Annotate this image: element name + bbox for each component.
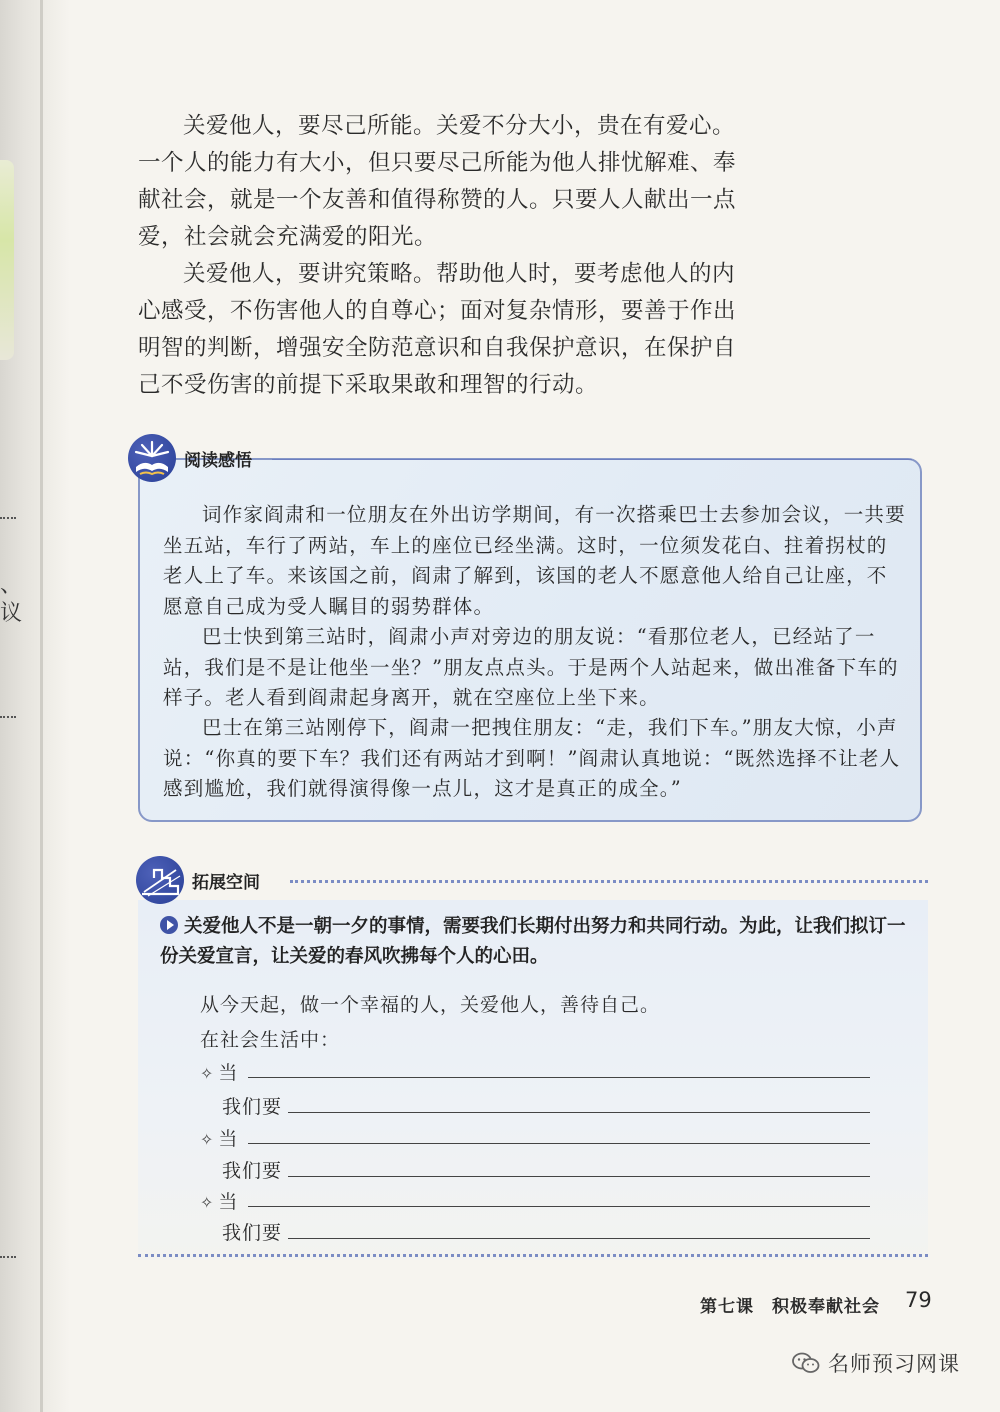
declaration-intro: 从今天起，做一个幸福的人，关爱他人，善待自己。 [200,994,661,1016]
reading-header-rule [272,459,912,460]
reading-section-title: 阅读感悟 [184,450,252,471]
when-row [200,1124,238,1151]
diamond-bullet-icon: ✧ [200,1130,215,1149]
we-blank-line[interactable] [288,1238,870,1239]
we-label: 我们要 [222,1096,283,1118]
declaration-context: 在社会生活中： [200,1029,341,1051]
when-row [200,1058,238,1085]
reading-paragraph: 巴士在第三站刚停下，阎肃一把拽住朋友：“走，我们下车。”朋友大惊，小声说：“你真的要下车？我们还有两站才到啊！”阎肃认真地说：“既然选择不让老人感到尴尬，我们就得演得像一点儿，这才是真正的成全。” [163,716,901,800]
extend-section-title: 拓展空间 [192,872,260,893]
when-row [200,1187,238,1214]
lesson-footer: 第七课 积极奉献社会 [700,1297,880,1317]
reading-paragraph: 词作家阎肃和一位朋友在外出访学期间，有一次搭乘巴士去参加会议，一共要坐五站，车行了两站，车上的座位已经坐满。这时，一位须发花白、拄着拐杖的老人上了车。来该国之前，阎肃了解到，该国的老人不愿意他人给自己让座，不愿意自己成为受人瞩目的弱势群体。 [163,503,906,618]
we-label: 我们要 [222,1222,283,1244]
page-number: 79 [905,1288,932,1312]
extend-header-rule [290,880,928,883]
stairs-icon [136,856,184,904]
left-page-fragment: 议 [0,601,23,626]
when-blank-line[interactable] [248,1077,870,1078]
extend-bottom-rule [138,1254,928,1257]
body-paragraph-care-ability: 关爱他人，要尽己所能。关爱不分大小，贵在有爱心。一个人的能力有大小，但只要尽己所能为他人排忧解难、奉献社会，就是一个友善和值得称赞的人。只要人人献出一点爱，社会就会充满爱的阳光。 [138,113,737,250]
left-page-illustration [0,160,14,360]
extend-task [160,912,920,972]
left-page-fragment: 、 [0,573,23,598]
left-page-dots [0,517,16,519]
watermark [792,1348,960,1378]
when-label: 当 [218,1191,239,1213]
body-paragraph-care-strategy: 关爱他人，要讲究策略。帮助他人时，要考虑他人的内心感受，不伤害他人的自尊心；面对复杂情形，要善于作出明智的判断，增强安全防范意识和自我保护意识，在保护自己不受伤害的前提下采取果敢和理智的行动。 [138,261,737,398]
when-blank-line[interactable] [248,1143,870,1144]
when-label: 当 [218,1128,239,1150]
diamond-bullet-icon: ✧ [200,1193,215,1212]
binding-line [40,0,43,1412]
reading-paragraph: 巴士快到第三站时，阎肃小声对旁边的朋友说：“看那位老人，已经站了一站，我们是不是让他坐一坐？”朋友点点头。于是两个人站起来，做出准备下车的样子。老人看到阎肃起身离开，就在空座位上坐下来。 [163,625,899,709]
book-sun-icon [128,434,176,482]
extend-task-text: 关爱他人不是一朝一夕的事情，需要我们长期付出努力和共同行动。为此，让我们拟订一份关爱宣言，让关爱的春风吹拂每个人的心田。 [160,916,906,967]
extend-section-header [136,856,260,904]
watermark-text: 名师预习网课 [828,1352,960,1376]
wechat-icon [792,1352,820,1374]
we-blank-line[interactable] [288,1176,870,1177]
we-blank-line[interactable] [288,1112,870,1113]
left-page-dots [0,1256,16,1258]
diamond-bullet-icon: ✧ [200,1064,215,1083]
when-label: 当 [218,1062,239,1084]
play-bullet-icon [160,916,178,934]
reading-section-header [128,434,252,482]
when-blank-line[interactable] [248,1206,870,1207]
we-label: 我们要 [222,1160,283,1182]
left-page-dots [0,716,16,718]
